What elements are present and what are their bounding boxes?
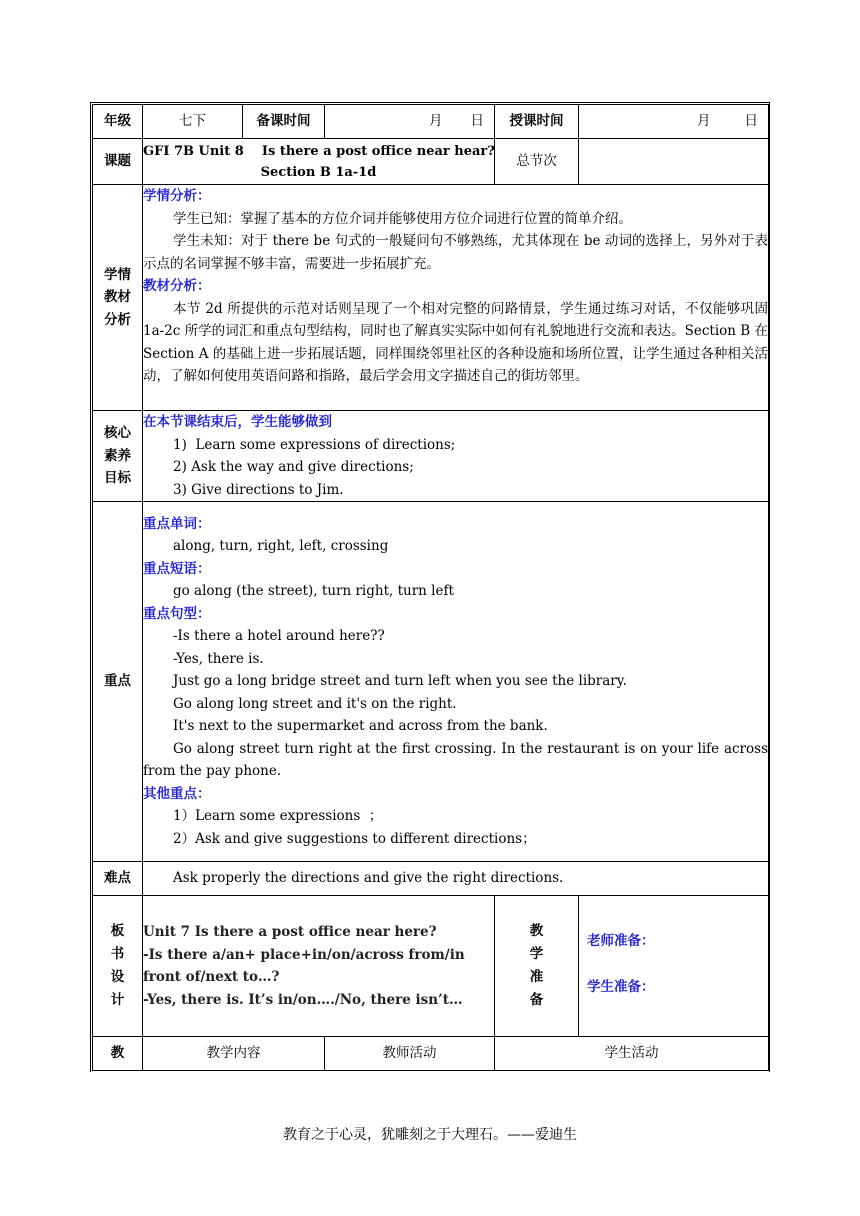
other-point: 2）Ask and give suggestions to different directions； — [173, 830, 536, 847]
topic-line-1: GFI 7B Unit 8 Is there a post office near hear? — [143, 143, 495, 159]
goals-heading: 在本节课结束后，学生能够做到 — [143, 414, 332, 430]
activity-header-row — [93, 1037, 769, 1071]
total-value — [579, 139, 769, 185]
key-sentence: Go along long street and it's on the right. — [173, 695, 457, 712]
content-header: 教学内容 — [143, 1037, 325, 1071]
lesson-plan-table — [92, 104, 769, 1071]
board-label-4: 计 — [110, 992, 125, 1008]
key-sentence: -Is there a hotel around here?? — [173, 628, 385, 645]
student-analysis-heading: 学情分析： — [143, 188, 211, 204]
key-points-content — [143, 502, 769, 862]
analysis-content — [143, 185, 769, 411]
key-sentence: It's next to the supermarket and across from the bank. — [173, 718, 548, 735]
topic-label: 课题 — [93, 139, 143, 185]
goal-item: 2) Ask the way and give directions; — [173, 459, 414, 475]
goals-label-3: 目标 — [104, 470, 131, 487]
prep-month: 月 — [429, 113, 443, 130]
teach-month: 月 — [697, 113, 711, 130]
material-analysis-text: 本节 2d 所提供的示范对话则呈现了一个相对完整的问路情景，学生通过练习对话，不仅能够巩固 1a-2c 所学的词汇和重点句型结构，同时也了解真实实际中如何有礼貌地进行交流和表达。Section B 在 Section A 的基础上进一步拓展话题，同样围绕邻里社区的各种设施和场所位置，让学生通过各种相关活动，了解如何使用英语问路和指路，最后学会用文字描述自己的街坊邻里。 — [143, 300, 768, 384]
difficulty-text: Ask properly the directions and give the right directions. — [173, 870, 564, 887]
goals-label — [93, 411, 143, 502]
prep-label — [495, 896, 579, 1037]
difficulty-row — [93, 862, 769, 896]
key-words-heading: 重点单词： — [143, 515, 211, 532]
topic-title — [143, 139, 495, 185]
teach-time-label: 授课时间 — [495, 105, 579, 139]
difficulty-label: 难点 — [93, 862, 143, 896]
key-words: along, turn, right, left, crossing — [173, 538, 389, 555]
material-analysis-heading: 教材分析： — [143, 278, 211, 294]
board-label — [93, 896, 143, 1037]
board-label-3: 设 — [110, 969, 125, 985]
analysis-label — [93, 185, 143, 411]
key-sentence-last: Go along street turn right at the first crossing. In the restaurant is on your life across from the pay phone. — [143, 740, 768, 780]
prep-date — [325, 105, 495, 139]
prep-label-1: 教 — [529, 923, 544, 939]
topic-row — [93, 139, 769, 185]
analysis-label-2: 教材 — [104, 289, 131, 306]
student-known: 学生已知：掌握了基本的方位介词并能够使用方位介词进行位置的简单介绍。 — [173, 210, 632, 227]
analysis-label-1: 学情 — [104, 266, 131, 283]
prep-content — [579, 896, 769, 1037]
board-label-1: 板 — [110, 923, 125, 939]
teacher-activity-header: 教师活动 — [325, 1037, 495, 1071]
grade-label: 年级 — [93, 105, 143, 139]
other-point: 1）Learn some expressions ； — [173, 808, 383, 825]
goal-item: 1) Learn some expressions of directions; — [173, 436, 456, 453]
key-phrases-heading: 重点短语： — [143, 560, 211, 577]
goals-label-1: 核心 — [104, 425, 131, 442]
student-activity-header: 学生活动 — [495, 1037, 769, 1071]
difficulty-content — [143, 862, 769, 896]
total-label: 总节次 — [495, 139, 579, 185]
board-line: -Is there a/an+ place+in/on/across from/in front of/next to…? — [143, 946, 465, 985]
prep-label-2: 学 — [529, 946, 544, 962]
student-prep-label: 学生准备： — [587, 979, 655, 995]
analysis-label-3: 分析 — [104, 311, 131, 328]
teacher-prep-label: 老师准备： — [587, 933, 655, 949]
header-row — [93, 105, 769, 139]
board-label-2: 书 — [110, 946, 125, 962]
teach-day: 日 — [744, 113, 758, 130]
key-points-label: 重点 — [93, 502, 143, 862]
footer-quote: 教育之于心灵，犹雕刻之于大理石。——爱迪生 — [283, 1127, 577, 1143]
key-sentence: Just go a long bridge street and turn left when you see the library. — [173, 673, 627, 690]
bottom-label: 教 — [93, 1037, 143, 1071]
goal-item: 3) Give directions to Jim. — [173, 481, 344, 498]
topic-line-2: Section B 1a-1d — [260, 164, 377, 180]
key-phrases: go along (the street), turn right, turn left — [173, 583, 454, 600]
goals-content — [143, 411, 769, 502]
goals-label-2: 素养 — [104, 447, 131, 464]
prep-day: 日 — [470, 113, 484, 130]
key-sentences-heading: 重点句型： — [143, 605, 211, 622]
grade-value: 七下 — [143, 105, 243, 139]
prep-time-label: 备课时间 — [243, 105, 325, 139]
teach-date — [579, 105, 769, 139]
prep-label-3: 准 — [529, 969, 544, 985]
key-points-row — [93, 502, 769, 862]
board-design-content — [143, 896, 495, 1037]
key-sentence: -Yes, there is. — [173, 650, 264, 667]
prep-label-4: 备 — [529, 992, 544, 1008]
student-unknown: 学生未知：对于 there be 句式的一般疑问句不够熟练，尤其体现在 be 动词的选择上，另外对于表示点的名词掌握不够丰富，需要进一步拓展扩充。 — [143, 233, 768, 272]
board-line: Unit 7 Is there a post office near here? — [143, 924, 437, 940]
board-row — [93, 896, 769, 1037]
board-line: -Yes, there is. It’s in/on…./No, there isn’t… — [143, 991, 463, 1008]
other-points-heading: 其他重点： — [143, 785, 211, 802]
goals-row — [93, 411, 769, 502]
analysis-row — [93, 185, 769, 411]
